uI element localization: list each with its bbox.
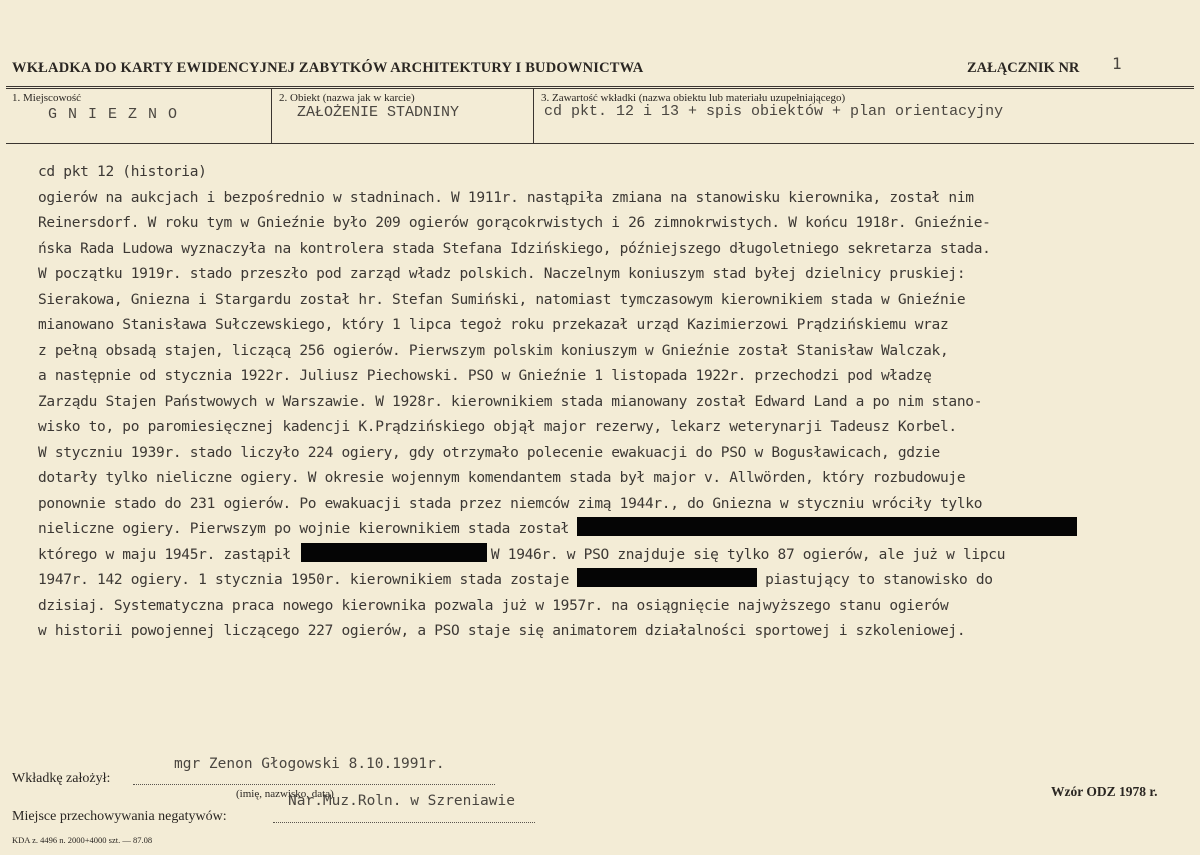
text-line: ogierów na aukcjach i bezpośrednio w stadninach. W 1911r. nastąpiła zmiana na stanowisku kierownika, został nim: [38, 189, 974, 206]
header: [12, 54, 1192, 82]
text-line: [38, 568, 1188, 594]
text-segment: 1947r. 142 ogiery. 1 stycznia 1950r. kierownikiem stada zostaje: [38, 572, 570, 588]
text-line: W styczniu 1939r. stado liczyło 224 ogiery, gdy otrzymało polecenie ewakuacji do PSO w Bogusławicach, gdzie: [38, 444, 940, 461]
locality-label: 1. Miejscowość: [12, 92, 82, 104]
redaction-bar: [577, 517, 1077, 536]
header-top-rule: [6, 86, 1194, 87]
contents-label: 3. Zawartość wkładki (nazwa obiektu lub materiału uzupełniającego): [541, 92, 846, 104]
text-segment: którego w maju 1945r. zastąpił: [38, 546, 291, 563]
redaction-bar: [577, 568, 757, 587]
header-bottom-rule: [6, 143, 1194, 144]
text-line: w historii powojennej liczącego 227 ogierów, a PSO staje się animatorem działalności sportowej i szkoleniowej.: [38, 623, 966, 639]
text-line: [38, 517, 1188, 543]
text-line: wisko to, po paromiesięcznej kadencji K.Prądzińskiego objął major rezerwy, lekarz weterynarji Tadeusz Korbel.: [38, 419, 957, 435]
history-text: [38, 160, 1188, 645]
locality-value: G N I E Z N O: [48, 106, 179, 123]
object-label: 2. Obiekt (nazwa jak w karcie): [279, 92, 415, 104]
card-title: WKŁADKA DO KARTY EWIDENCYJNEJ ZABYTKÓW ARCHITEKTURY I BUDOWNICTWA: [12, 60, 644, 76]
negatives-label: Miejsce przechowywania negatywów:: [12, 809, 227, 824]
text-line: a następnie od stycznia 1922r. Juliusz Piechowski. PSO w Gnieźnie 1 listopada 1922r. przechodzi pod władzę: [38, 368, 932, 384]
form-code: Wzór ODZ 1978 r.: [1051, 784, 1158, 799]
inserted-by-label: Wkładkę założył:: [12, 771, 111, 786]
annex-label: ZAŁĄCZNIK NR: [967, 60, 1080, 76]
inserted-by-hint: (imię, nazwisko, data): [236, 788, 334, 800]
field-divider-2: [533, 88, 534, 143]
text-line: z pełną obsadą stajen, liczącą 256 ogierów. Pierwszym polskim koniuszym w Gnieźnie został Stanisław Walczak,: [38, 342, 949, 359]
text-line: [38, 543, 1188, 569]
print-info: KDA z. 4496 n. 2000+4000 szt. — 87.08: [12, 835, 153, 845]
text-segment: piastujący to stanowisko do: [765, 572, 993, 588]
text-line: Reinersdorf. W roku tym w Gnieźnie było 209 ogierów gorącokrwistych i 26 zimnokrwistych. W końcu 1918r. Gnieźnie-: [38, 215, 991, 231]
text-line: Zarządu Stajen Państwowych w Warszawie. W 1928r. kierownikiem stada mianowany został Edward Land a po nim stano-: [38, 393, 983, 410]
text-line: cd pkt 12 (historia): [38, 164, 207, 180]
text-line: W początku 1919r. stado przeszło pod zarząd władz polskich. Naczelnym koniuszym stad byłej dzielnicy pruskiej:: [38, 266, 966, 282]
contents-value: cd pkt. 12 i 13 + spis obiektów + plan orientacyjny: [544, 103, 1004, 120]
text-line: Sierakowa, Gniezna i Stargardu został hr. Stefan Sumiński, natomiast tymczasowym kierownikiem stada w Gnieźnie: [38, 291, 966, 308]
text-segment: W 1946r. w PSO znajduje się tylko 87 ogierów, ale już w lipcu: [490, 546, 1006, 563]
annex-number: 1: [1112, 54, 1122, 73]
object-value: ZAŁOŻENIE STADNINY: [297, 104, 460, 121]
inserted-by-value: mgr Zenon Głogowski 8.10.1991r.: [174, 756, 445, 772]
text-line: mianowano Stanisława Sułczewskiego, który 1 lipca tegoż roku przekazał urząd Kazimierzowi Prądzińskiemu wraz: [38, 317, 949, 333]
text-line: ńska Rada Ludowa wyznaczyła na kontrolera stada Stefana Idzińskiego, późniejszego długoletniego sekretarza stada.: [38, 240, 991, 257]
negatives-value: Nar.Muz.Roln. w Szreniawie: [288, 793, 515, 809]
redaction-bar: [301, 543, 487, 562]
text-line: dzisiaj. Systematyczna praca nowego kierownika pozwala już w 1957r. na osiągnięcie najwyższego stanu ogierów: [38, 597, 949, 614]
text-line: dotarły tylko nieliczne ogiery. W okresie wojennym komendantem stada był major v. Allwörden, który rozbudowuje: [38, 470, 966, 486]
negatives-dotted-line: [273, 822, 535, 823]
header-top-rule-double: [6, 88, 1194, 89]
field-divider-1: [271, 88, 272, 143]
text-segment: nieliczne ogiery. Pierwszym po wojnie kierownikiem stada został: [38, 521, 570, 537]
inserted-by-dotted-line: [133, 784, 495, 785]
text-line: ponownie stado do 231 ogierów. Po ewakuacji stada przez niemców zimą 1944r., do Gniezna w styczniu wróciły tylko: [38, 495, 983, 512]
